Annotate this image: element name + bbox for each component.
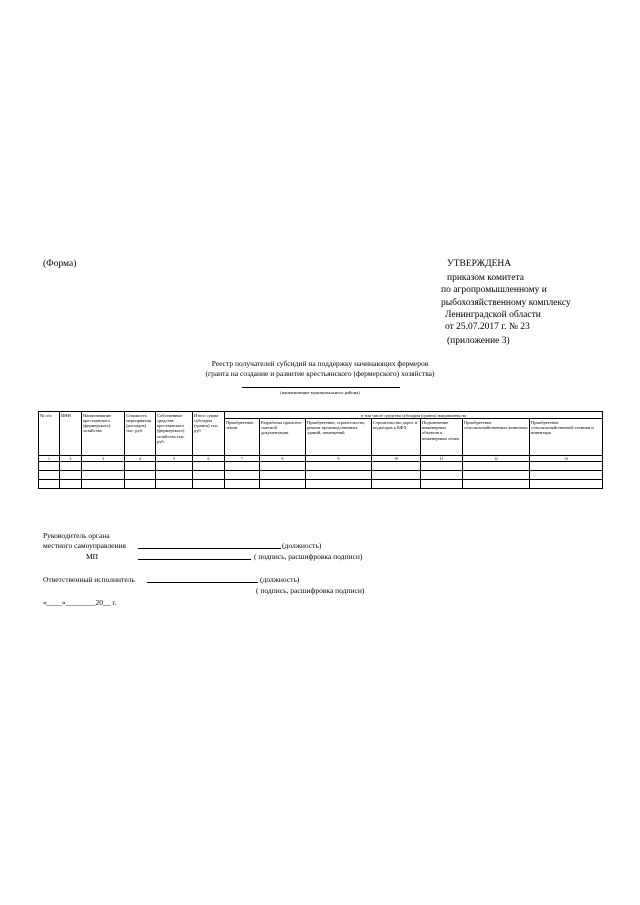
- group-header-cell: в том числе средства субсидии (гранта) направлены на: [225, 412, 603, 419]
- column-number: 3: [82, 456, 125, 462]
- subheader-cell: Подключение инженерных объектов к инженерным сетям: [421, 419, 463, 456]
- column-number: 7: [225, 456, 260, 462]
- column-number: 8: [260, 456, 306, 462]
- executor-signature-caption: ( подпись, расшифровка подписи): [256, 586, 365, 595]
- head-signature-caption: ( подпись, расшифровка подписи): [254, 552, 363, 561]
- table-row: [39, 462, 603, 471]
- approval-line: приказом комитета: [447, 273, 524, 283]
- table-row: [39, 471, 603, 480]
- district-caption: (наименование муниципального района): [280, 390, 360, 395]
- approval-line: по агропромышленному и: [441, 285, 547, 295]
- column-number: 12: [463, 456, 530, 462]
- column-number: 4: [125, 456, 156, 462]
- subheader-cell: Приобретение сельскохозяйственной техники и инвентаря: [530, 419, 603, 456]
- executor-position-caption: (должность): [260, 575, 300, 584]
- table-row: [39, 480, 603, 489]
- approval-line: от 25.07.2017 г. № 23: [445, 322, 530, 332]
- column-number: 5: [156, 456, 193, 462]
- column-number: 11: [421, 456, 463, 462]
- column-number: 6: [193, 456, 225, 462]
- head-position-line: [138, 548, 281, 549]
- header-cell: Стоимость мероприятия (расходов) тыс. руб.: [125, 412, 156, 456]
- district-line: [242, 387, 400, 388]
- form-label: (Форма): [43, 259, 77, 269]
- column-number: 1: [39, 456, 60, 462]
- head-position-label: местного самоуправления: [43, 541, 126, 550]
- head-position-caption: (должность): [282, 541, 322, 550]
- column-number: 9: [306, 456, 372, 462]
- header-cell: Итого сумма субсидии (гранта) тыс. руб: [193, 412, 225, 456]
- approval-line: Ленинградской области: [445, 310, 541, 320]
- executor-label: Ответственный исполнитель: [43, 575, 135, 584]
- subheader-cell: Приобретение земли: [225, 419, 260, 456]
- header-cell: № п/п: [39, 412, 60, 456]
- head-label: Руководитель органа: [43, 531, 110, 540]
- subheader-cell: Приобретение, строительство, ремонт производственных зданий, помещений: [306, 419, 372, 456]
- subheader-cell: Приобретение сельскохозяйственных животных: [463, 419, 530, 456]
- executor-position-line: [147, 582, 258, 583]
- registry-table: [38, 411, 603, 489]
- subheader-cell: Разработка проектно-сметной документации: [260, 419, 306, 456]
- subheader-cell: Строительство дорог и подъездов к КФХ: [372, 419, 421, 456]
- stamp-label: МП: [86, 552, 99, 561]
- column-number: 2: [60, 456, 82, 462]
- header-cell: Наименование крестьянского (фермерского) хозяйства: [82, 412, 125, 456]
- date-line: «____»________20__ г.: [43, 598, 117, 607]
- head-signature-line: [138, 559, 251, 560]
- approval-line: рыбохозяйственному комплексу: [441, 298, 571, 308]
- header-cell: ИНН: [60, 412, 82, 456]
- approval-line: (приложение 3): [447, 336, 510, 346]
- document-title-line2: (гранта на создание и развитие крестьянского (фермерского) хозяйства): [205, 369, 435, 378]
- document-title-line1: Реестр получателей субсидий на поддержку начинающих фермеров: [211, 359, 429, 368]
- table-header-row: [39, 412, 603, 419]
- column-number: 13: [530, 456, 603, 462]
- approval-title: УТВЕРЖДЕНА: [447, 259, 512, 269]
- column-number: 10: [372, 456, 421, 462]
- header-cell: Собственные средства крестьянского (фермерского) хозяйства тыс. руб.: [156, 412, 193, 456]
